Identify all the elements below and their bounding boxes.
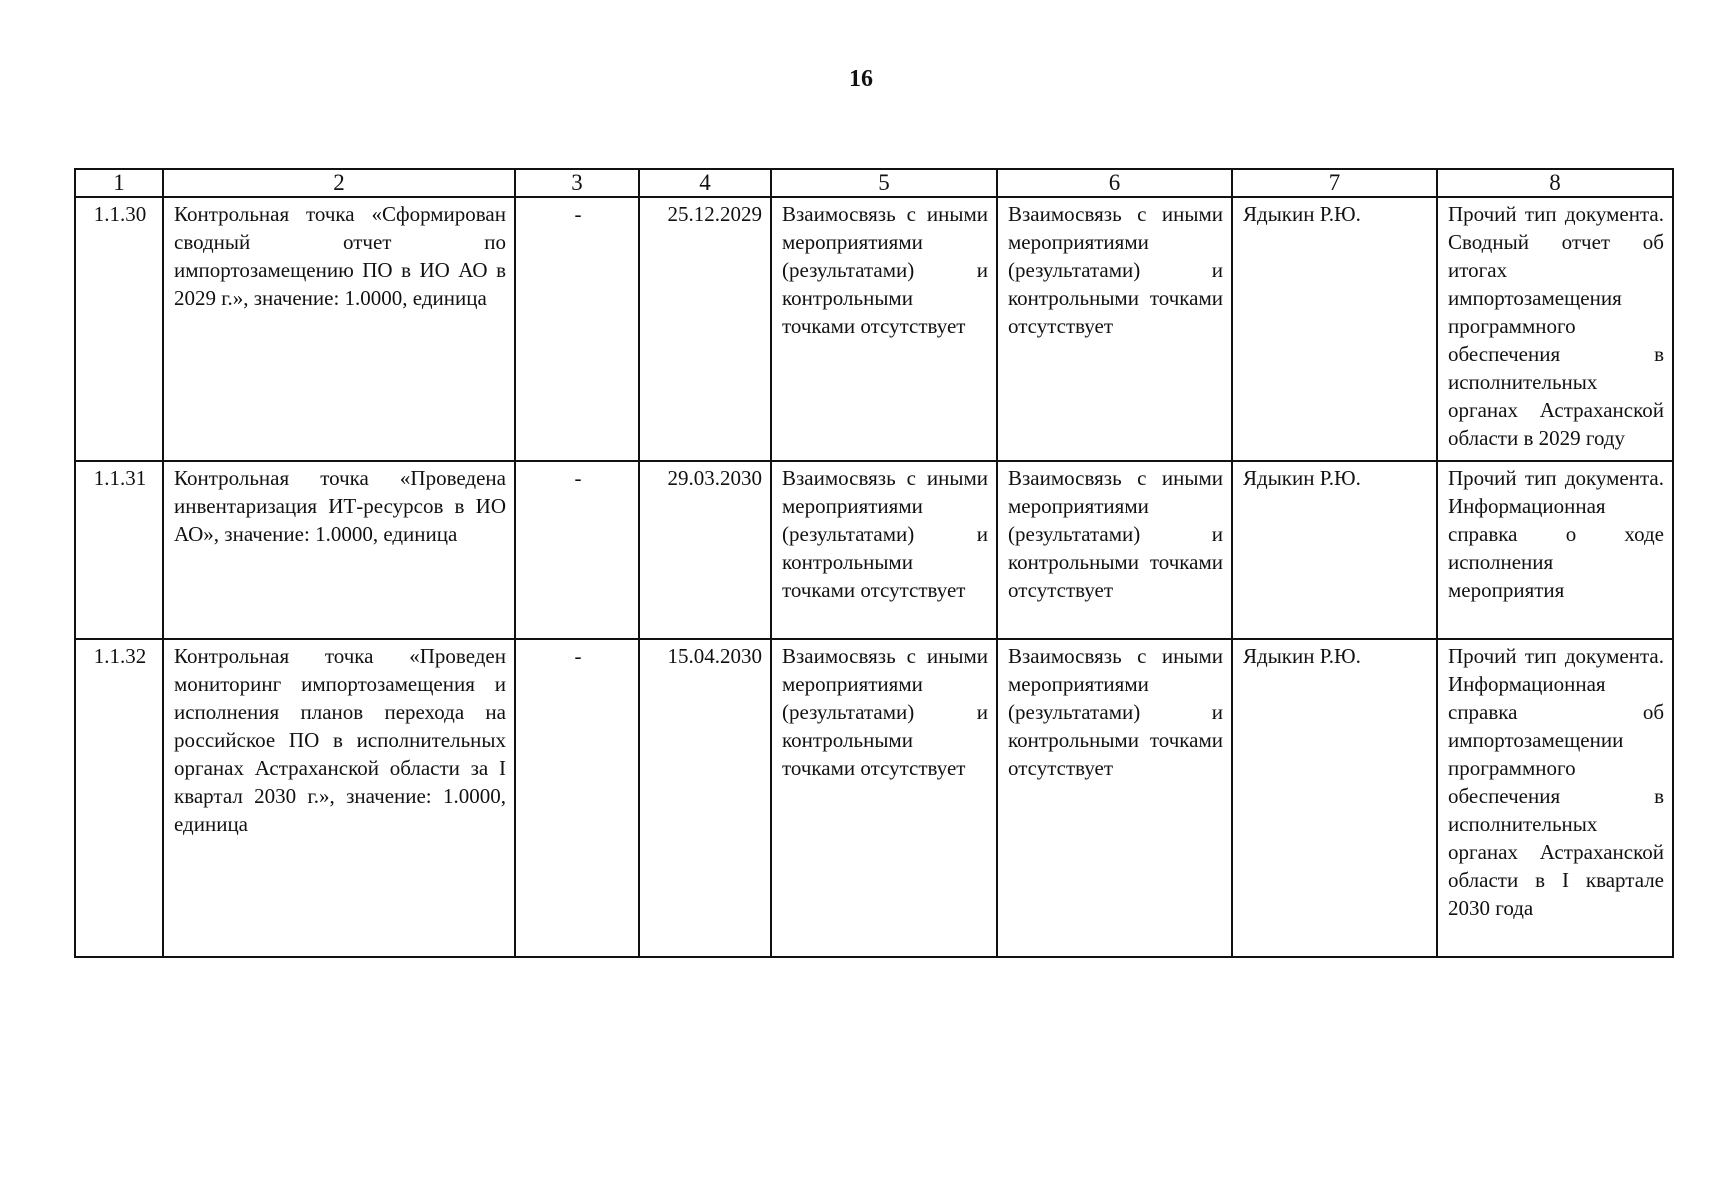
column-3-value: - [515,461,639,639]
column-header: 7 [1232,169,1437,197]
document-type: Прочий тип документа. Информационная справка об импортозамещении программного обеспечения в исполнительных органах Астраханской области в I квартале 2030 года [1437,639,1673,957]
control-point-name: Контрольная точка «Проведена инвентаризация ИТ-ресурсов в ИО АО», значение: 1.0000, единица [163,461,515,639]
control-point-name: Контрольная точка «Сформирован сводный отчет по импортозамещению ПО в ИО АО в 2029 г.», значение: 1.0000, единица [163,197,515,461]
page-number: 16 [849,66,873,92]
date-cell: 25.12.2029 [639,197,771,461]
responsible-person: Ядыкин Р.Ю. [1232,461,1437,639]
date-cell: 29.03.2030 [639,461,771,639]
responsible-person: Ядыкин Р.Ю. [1232,197,1437,461]
table-row [75,197,1673,461]
column-header: 2 [163,169,515,197]
relation-cell: Взаимосвязь с иными мероприятиями (результатами) и контрольными точками отсутствует [997,461,1232,639]
row-number: 1.1.32 [75,639,163,957]
table-row [75,461,1673,639]
column-3-value: - [515,197,639,461]
row-number: 1.1.30 [75,197,163,461]
responsible-person: Ядыкин Р.Ю. [1232,639,1437,957]
relation-cell: Взаимосвязь с иными мероприятиями (результатами) и контрольными точками отсутствует [997,639,1232,957]
column-header: 3 [515,169,639,197]
header-row [75,169,1673,197]
column-3-value: - [515,639,639,957]
date-cell: 15.04.2030 [639,639,771,957]
control-points-table [74,168,1674,958]
column-header: 4 [639,169,771,197]
relation-cell: Взаимосвязь с иными мероприятиями (результатами) и контрольными точками отсутствует [771,639,997,957]
document-type: Прочий тип документа. Информационная справка о ходе исполнения мероприятия [1437,461,1673,639]
document-type: Прочий тип документа. Сводный отчет об итогах импортозамещения программного обеспечения в исполнительных органах Астраханской области в 2029 году [1437,197,1673,461]
column-header: 1 [75,169,163,197]
relation-cell: Взаимосвязь с иными мероприятиями (результатами) и контрольными точками отсутствует [771,197,997,461]
relation-cell: Взаимосвязь с иными мероприятиями (результатами) и контрольными точками отсутствует [771,461,997,639]
relation-cell: Взаимосвязь с иными мероприятиями (результатами) и контрольными точками отсутствует [997,197,1232,461]
table-row [75,639,1673,957]
column-header: 5 [771,169,997,197]
control-point-name: Контрольная точка «Проведен мониторинг импортозамещения и исполнения планов перехода на российское ПО в исполнительных органах Астраханской области за I квартал 2030 г.», значение: 1.0000, единица [163,639,515,957]
column-header: 8 [1437,169,1673,197]
column-header: 6 [997,169,1232,197]
row-number: 1.1.31 [75,461,163,639]
